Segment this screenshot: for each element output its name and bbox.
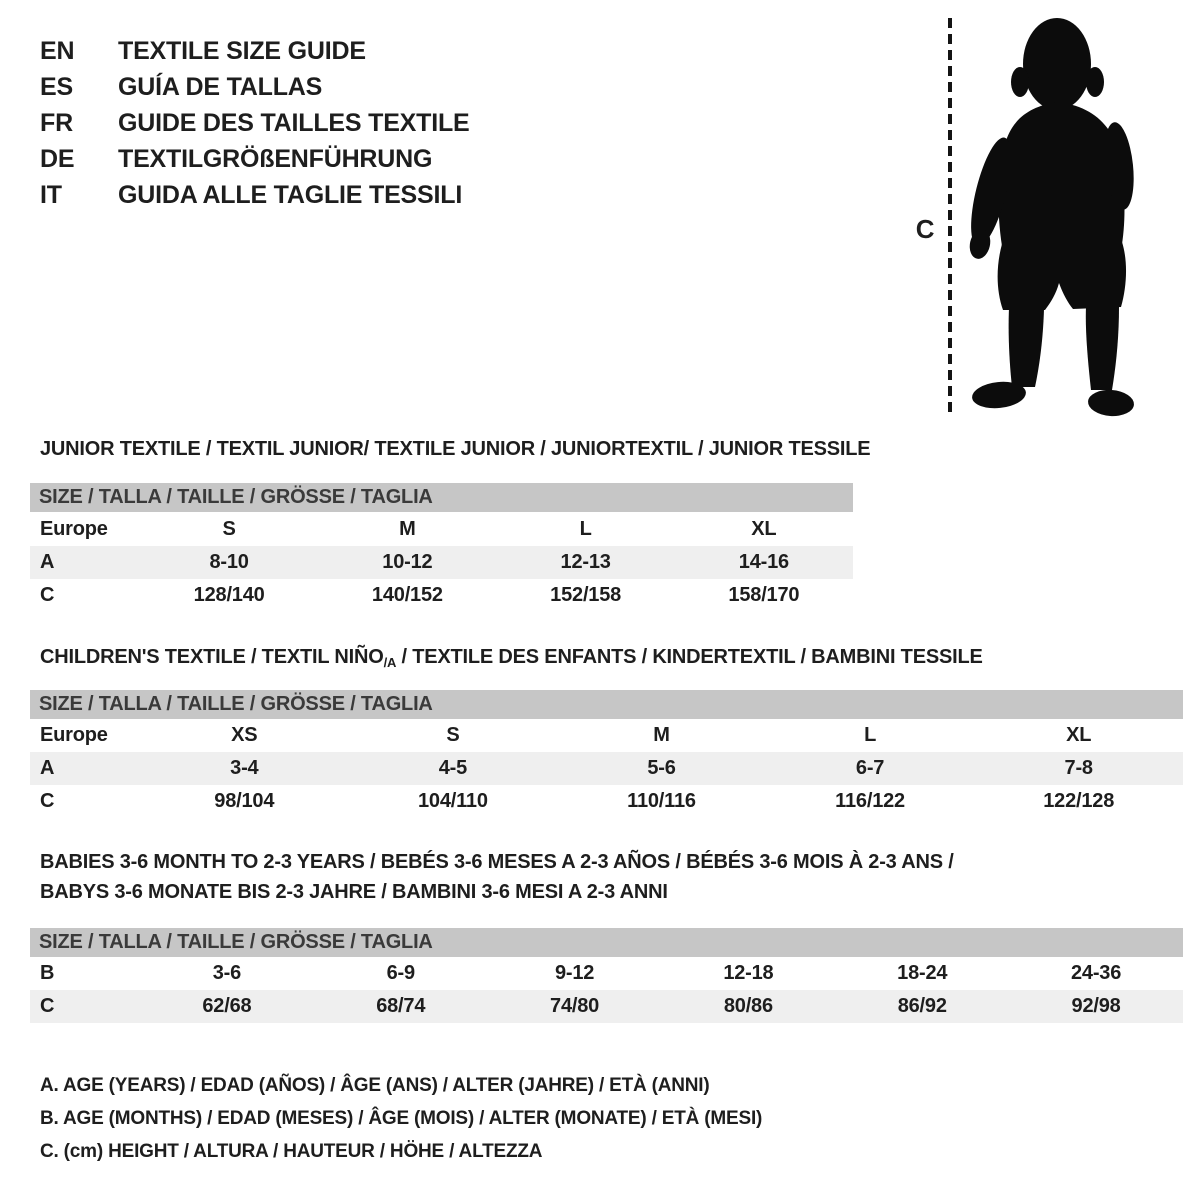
- childrens-column-header-row: [30, 719, 1183, 752]
- title-subscript: /A: [383, 655, 397, 670]
- childrens-section-title: [40, 645, 983, 675]
- size-column-header: XS: [231, 724, 258, 746]
- title-text: / TEXTILE DES ENFANTS / KINDERTEXTIL / BAMBINI TESSILE: [396, 646, 983, 668]
- height-value: 104/110: [417, 790, 488, 812]
- age-value: 4-5: [438, 757, 468, 779]
- height-value: 140/152: [371, 584, 443, 606]
- age-months-value: 12-18: [723, 962, 774, 984]
- childrens-age-row: [30, 752, 1183, 785]
- height-value: 62/68: [202, 995, 252, 1017]
- age-months-value: 9-12: [554, 962, 595, 984]
- guide-title: TEXTILE SIZE GUIDE: [118, 37, 366, 65]
- language-title-list: [40, 33, 470, 213]
- age-value: 7-8: [1064, 757, 1093, 779]
- language-row-it: [40, 177, 470, 213]
- height-value: 86/92: [897, 995, 947, 1017]
- language-code: DE: [40, 145, 75, 173]
- height-value: 158/170: [728, 584, 800, 606]
- row-label: C: [40, 584, 55, 606]
- junior-section-title: JUNIOR TEXTILE / TEXTIL JUNIOR/ TEXTILE JUNIOR / JUNIORTEXTIL / JUNIOR TESSILE: [40, 438, 871, 460]
- junior-height-row: [30, 579, 853, 612]
- row-label: A: [40, 757, 55, 779]
- childrens-size-header-bar: SIZE / TALLA / TAILLE / GRÖSSE / TAGLIA: [30, 690, 1183, 719]
- age-value: 6-7: [855, 757, 885, 779]
- size-column-header: S: [446, 724, 460, 746]
- language-row-en: [40, 33, 470, 69]
- guide-title: GUIDE DES TAILLES TEXTILE: [118, 109, 470, 137]
- size-column-header: S: [222, 518, 236, 540]
- row-label: B: [40, 962, 55, 984]
- row-label: C: [40, 790, 55, 812]
- babies-size-header-bar: SIZE / TALLA / TAILLE / GRÖSSE / TAGLIA: [30, 928, 1183, 957]
- height-value: 98/104: [214, 790, 275, 812]
- measurement-legend: [40, 1069, 762, 1168]
- height-measure-dashed-line: [948, 18, 952, 416]
- height-value: 74/80: [550, 995, 600, 1017]
- height-value: 110/116: [627, 790, 696, 812]
- babies-section-title-line1: BABIES 3-6 MONTH TO 2-3 YEARS / BEBÉS 3-6 MESES A 2-3 AÑOS / BÉBÉS 3-6 MOIS À 2-3 ANS /: [40, 851, 954, 873]
- junior-column-header-row: [30, 513, 853, 546]
- language-code: ES: [40, 73, 73, 101]
- language-row-es: [40, 69, 470, 105]
- size-column-header: M: [399, 518, 416, 540]
- childrens-height-row: [30, 785, 1183, 818]
- age-months-value: 3-6: [212, 962, 242, 984]
- size-column-header: XL: [751, 518, 777, 540]
- size-column-header: L: [579, 518, 592, 540]
- size-column-header: L: [864, 724, 877, 746]
- legend-height-cm: C. (cm) HEIGHT / ALTURA / HAUTEUR / HÖHE / ALTEZZA: [40, 1141, 543, 1162]
- age-months-value: 18-24: [897, 962, 948, 984]
- legend-age-months: B. AGE (MONTHS) / EDAD (MESES) / ÂGE (MOIS) / ALTER (MONATE) / ETÀ (MESI): [40, 1108, 763, 1129]
- size-column-header: XL: [1066, 724, 1092, 746]
- legend-age-years: A. AGE (YEARS) / EDAD (AÑOS) / ÂGE (ANS) / ALTER (JAHRE) / ETÀ (ANNI): [40, 1075, 710, 1096]
- language-code: EN: [40, 37, 75, 65]
- title-text: CHILDREN'S TEXTILE / TEXTIL NIÑO: [40, 646, 384, 668]
- language-code: FR: [40, 109, 73, 137]
- language-code: IT: [40, 181, 62, 209]
- guide-title: GUIDA ALLE TAGLIE TESSILI: [118, 181, 463, 209]
- age-months-value: 6-9: [386, 962, 415, 984]
- babies-age-months-row: [30, 957, 1183, 990]
- region-label: Europe: [40, 724, 108, 746]
- row-label: C: [40, 995, 55, 1017]
- height-value: 128/140: [193, 584, 265, 606]
- row-label: A: [40, 551, 55, 573]
- height-value: 68/74: [376, 995, 426, 1017]
- height-label-c: C: [915, 214, 935, 244]
- height-value: 116/122: [835, 790, 905, 812]
- language-row-fr: [40, 105, 470, 141]
- age-value: 10-12: [382, 551, 433, 573]
- babies-section-title-line2: BABYS 3-6 MONATE BIS 2-3 JAHRE / BAMBINI 3-6 MESI A 2-3 ANNI: [40, 881, 668, 903]
- guide-title: GUÍA DE TALLAS: [118, 73, 323, 101]
- junior-size-header-bar: SIZE / TALLA / TAILLE / GRÖSSE / TAGLIA: [30, 483, 853, 512]
- region-label: Europe: [40, 518, 108, 540]
- age-value: 14-16: [738, 551, 789, 573]
- height-value: 92/98: [1071, 995, 1121, 1017]
- junior-age-row: [30, 546, 853, 579]
- height-measure-figure: [880, 0, 1200, 440]
- age-value: 3-4: [230, 757, 259, 779]
- toddler-silhouette-icon: [965, 14, 1140, 419]
- guide-title: TEXTILGRÖßENFÜHRUNG: [118, 145, 433, 173]
- language-row-de: [40, 141, 470, 177]
- age-value: 12-13: [560, 551, 611, 573]
- height-value: 152/158: [550, 584, 622, 606]
- height-value: 122/128: [1043, 790, 1115, 812]
- age-months-value: 24-36: [1070, 962, 1122, 984]
- babies-height-row: [30, 990, 1183, 1023]
- age-value: 8-10: [209, 551, 249, 573]
- size-column-header: M: [653, 724, 670, 746]
- age-value: 5-6: [647, 757, 676, 779]
- height-value: 80/86: [723, 995, 773, 1017]
